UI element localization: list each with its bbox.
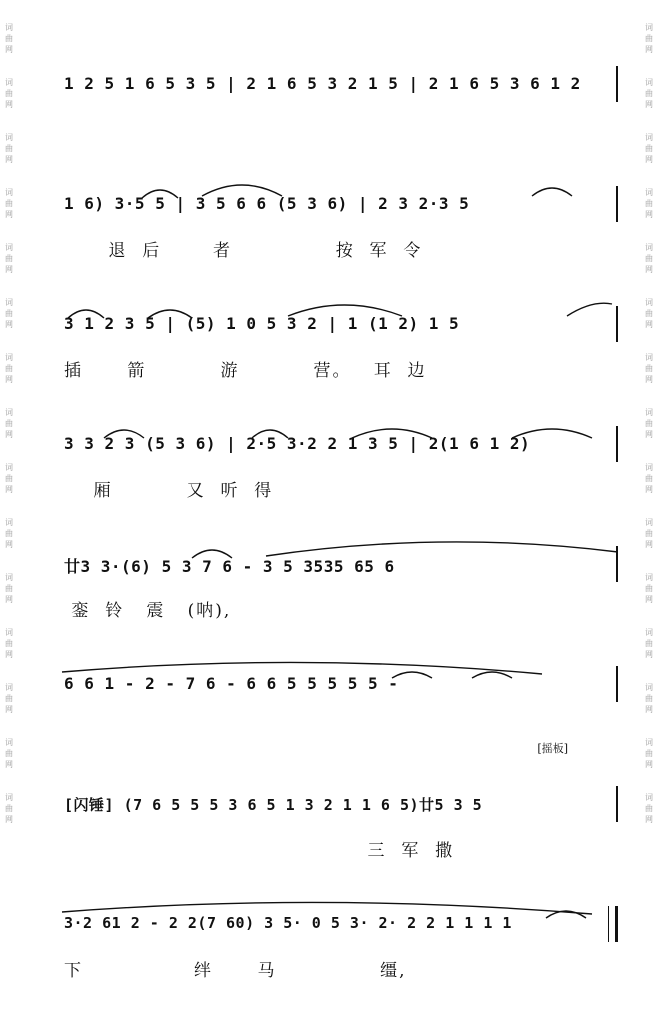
watermark-group bbox=[645, 352, 653, 385]
notation-text: 6 6 1 - 2 - 7 6 - 6 6 5 5 5 5 5 - bbox=[64, 674, 399, 693]
watermark-char: 网 bbox=[645, 705, 653, 714]
watermark-char: 曲 bbox=[5, 144, 13, 153]
watermark-char: 词 bbox=[5, 628, 13, 637]
watermark-char: 网 bbox=[645, 485, 653, 494]
watermark-char: 曲 bbox=[645, 694, 653, 703]
watermark-char: 曲 bbox=[5, 529, 13, 538]
notation-text: 1 2 5 1 6 5 3 5 | 2 1 6 5 3 2 1 5 | 2 1 6 5 3 6 1 2 bbox=[64, 74, 581, 93]
music-score bbox=[52, 52, 618, 1012]
watermark-char: 词 bbox=[645, 463, 653, 472]
lyrics-text: 下 绊 马 缰, bbox=[64, 961, 407, 981]
watermark-group bbox=[5, 407, 13, 440]
watermark-group bbox=[5, 297, 13, 330]
barline bbox=[616, 66, 618, 102]
watermark-group bbox=[5, 22, 13, 55]
score-line bbox=[52, 172, 618, 292]
watermark-char: 词 bbox=[645, 738, 653, 747]
watermark-group bbox=[645, 627, 653, 660]
watermark-group bbox=[645, 22, 653, 55]
watermark-char: 网 bbox=[5, 595, 13, 604]
score-line bbox=[52, 772, 618, 892]
watermark-char: 曲 bbox=[645, 419, 653, 428]
watermark-char: 词 bbox=[5, 793, 13, 802]
watermark-char: 词 bbox=[5, 573, 13, 582]
watermark-group bbox=[645, 297, 653, 330]
watermark-char: 词 bbox=[5, 78, 13, 87]
watermark-char: 网 bbox=[5, 155, 13, 164]
watermark-char: 曲 bbox=[645, 309, 653, 318]
watermark-group bbox=[645, 517, 653, 550]
watermark-char: 词 bbox=[645, 683, 653, 692]
watermark-char: 曲 bbox=[645, 254, 653, 263]
section-label: [摇板] bbox=[537, 742, 568, 755]
watermark-char: 网 bbox=[5, 375, 13, 384]
watermark-char: 网 bbox=[5, 100, 13, 109]
barline bbox=[616, 666, 618, 702]
watermark-char: 词 bbox=[5, 188, 13, 197]
watermark-char: 曲 bbox=[5, 584, 13, 593]
watermark-char: 词 bbox=[645, 23, 653, 32]
watermark-char: 网 bbox=[5, 265, 13, 274]
watermark-char: 曲 bbox=[645, 34, 653, 43]
watermark-char: 曲 bbox=[5, 309, 13, 318]
watermark-char: 曲 bbox=[5, 804, 13, 813]
watermark-group bbox=[5, 242, 13, 275]
notation-text: 3 3 2 3 (5 3 6) | 2·5 3·2 2 1 3 5 | 2(1 6 1 2) bbox=[64, 434, 531, 453]
watermark-char: 词 bbox=[645, 78, 653, 87]
watermark-char: 词 bbox=[5, 408, 13, 417]
watermark-group bbox=[5, 187, 13, 220]
watermark-char: 词 bbox=[5, 353, 13, 362]
score-line bbox=[52, 892, 618, 1012]
watermark-group bbox=[645, 187, 653, 220]
watermark-group bbox=[5, 77, 13, 110]
watermark-char: 网 bbox=[645, 320, 653, 329]
right-watermark-strip bbox=[642, 0, 656, 946]
watermark-group bbox=[5, 352, 13, 385]
watermark-char: 曲 bbox=[645, 364, 653, 373]
watermark-char: 曲 bbox=[645, 749, 653, 758]
watermark-char: 曲 bbox=[645, 639, 653, 648]
watermark-char: 曲 bbox=[5, 639, 13, 648]
watermark-char: 网 bbox=[5, 540, 13, 549]
watermark-char: 网 bbox=[645, 430, 653, 439]
watermark-char: 网 bbox=[5, 760, 13, 769]
lyrics-text: 插 箭 游 营。 耳 边 bbox=[64, 361, 427, 381]
notation-text: 廿3 3·(6) 5 3 7 6 - 3 5 3535 65 6 bbox=[64, 557, 395, 576]
watermark-char: 词 bbox=[645, 573, 653, 582]
score-line bbox=[52, 412, 618, 532]
watermark-char: 网 bbox=[645, 540, 653, 549]
watermark-char: 曲 bbox=[5, 749, 13, 758]
barline bbox=[616, 786, 618, 822]
watermark-char: 曲 bbox=[645, 89, 653, 98]
notation-text: 3 1 2 3 5 | (5) 1 0 5 3 2 | 1 (1 2) 1 5 bbox=[64, 314, 460, 333]
watermark-char: 词 bbox=[645, 188, 653, 197]
watermark-group bbox=[645, 572, 653, 605]
lyrics-text: 退 后 者 按 军 令 bbox=[64, 241, 423, 261]
watermark-char: 词 bbox=[5, 683, 13, 692]
watermark-char: 网 bbox=[5, 485, 13, 494]
watermark-group bbox=[5, 517, 13, 550]
barline bbox=[616, 306, 618, 342]
notation-text: 1 6) 3·5 5 | 3 5 6 6 (5 3 6) | 2 3 2·3 5 bbox=[64, 194, 470, 213]
watermark-group bbox=[645, 737, 653, 770]
watermark-group bbox=[645, 462, 653, 495]
watermark-char: 网 bbox=[5, 430, 13, 439]
watermark-char: 词 bbox=[645, 298, 653, 307]
notation-text: [闪锤] (7 6 5 5 5 3 6 5 1 3 2 1 1 6 5)廿5 3 5 bbox=[64, 796, 483, 814]
score-line bbox=[52, 292, 618, 412]
watermark-char: 曲 bbox=[5, 474, 13, 483]
watermark-char: 词 bbox=[5, 518, 13, 527]
watermark-char: 词 bbox=[645, 518, 653, 527]
watermark-char: 曲 bbox=[645, 529, 653, 538]
lyrics-text: 銮 铃 震 (呐), bbox=[64, 601, 232, 621]
watermark-char: 网 bbox=[5, 210, 13, 219]
watermark-char: 网 bbox=[645, 155, 653, 164]
watermark-char: 曲 bbox=[5, 254, 13, 263]
watermark-char: 曲 bbox=[5, 694, 13, 703]
watermark-group bbox=[5, 132, 13, 165]
barline bbox=[616, 426, 618, 462]
score-line bbox=[52, 652, 618, 772]
watermark-char: 网 bbox=[645, 650, 653, 659]
final-barline bbox=[608, 906, 618, 942]
watermark-char: 词 bbox=[5, 23, 13, 32]
watermark-char: 网 bbox=[5, 705, 13, 714]
watermark-char: 词 bbox=[645, 243, 653, 252]
watermark-char: 网 bbox=[645, 760, 653, 769]
watermark-char: 曲 bbox=[5, 199, 13, 208]
lyrics-text: 三 军 撒 bbox=[64, 841, 455, 861]
watermark-group bbox=[645, 792, 653, 825]
watermark-group bbox=[645, 242, 653, 275]
watermark-char: 网 bbox=[645, 45, 653, 54]
watermark-group bbox=[5, 682, 13, 715]
score-line bbox=[52, 532, 618, 652]
watermark-group bbox=[5, 572, 13, 605]
watermark-char: 网 bbox=[5, 320, 13, 329]
watermark-char: 曲 bbox=[5, 89, 13, 98]
watermark-char: 网 bbox=[645, 375, 653, 384]
watermark-char: 曲 bbox=[645, 474, 653, 483]
watermark-char: 词 bbox=[5, 298, 13, 307]
watermark-char: 曲 bbox=[5, 419, 13, 428]
watermark-char: 词 bbox=[645, 628, 653, 637]
watermark-char: 词 bbox=[645, 793, 653, 802]
watermark-char: 网 bbox=[645, 210, 653, 219]
watermark-char: 网 bbox=[645, 595, 653, 604]
watermark-char: 网 bbox=[5, 45, 13, 54]
score-line bbox=[52, 52, 618, 172]
watermark-char: 词 bbox=[5, 738, 13, 747]
notation-text: 3·2 61 2 - 2 2(7 60) 3 5· 0 5 3· 2· 2 2 1 1 1 1 bbox=[64, 914, 512, 932]
watermark-char: 曲 bbox=[645, 584, 653, 593]
watermark-char: 曲 bbox=[645, 199, 653, 208]
watermark-char: 词 bbox=[5, 463, 13, 472]
watermark-group bbox=[5, 737, 13, 770]
barline bbox=[616, 186, 618, 222]
watermark-char: 网 bbox=[645, 815, 653, 824]
watermark-char: 网 bbox=[5, 815, 13, 824]
watermark-group bbox=[645, 682, 653, 715]
watermark-char: 词 bbox=[5, 243, 13, 252]
watermark-char: 曲 bbox=[5, 364, 13, 373]
watermark-char: 词 bbox=[645, 133, 653, 142]
watermark-char: 曲 bbox=[645, 144, 653, 153]
watermark-group bbox=[645, 132, 653, 165]
watermark-char: 词 bbox=[645, 353, 653, 362]
watermark-group bbox=[5, 627, 13, 660]
watermark-char: 网 bbox=[645, 265, 653, 274]
watermark-group bbox=[645, 407, 653, 440]
watermark-char: 词 bbox=[645, 408, 653, 417]
watermark-char: 曲 bbox=[5, 34, 13, 43]
watermark-char: 网 bbox=[645, 100, 653, 109]
watermark-group bbox=[5, 462, 13, 495]
watermark-char: 网 bbox=[5, 650, 13, 659]
lyrics-text: 厢 又 听 得 bbox=[64, 481, 274, 501]
watermark-group bbox=[5, 792, 13, 825]
watermark-char: 曲 bbox=[645, 804, 653, 813]
watermark-group bbox=[645, 77, 653, 110]
watermark-char: 词 bbox=[5, 133, 13, 142]
barline bbox=[616, 546, 618, 582]
left-watermark-strip bbox=[2, 0, 16, 946]
